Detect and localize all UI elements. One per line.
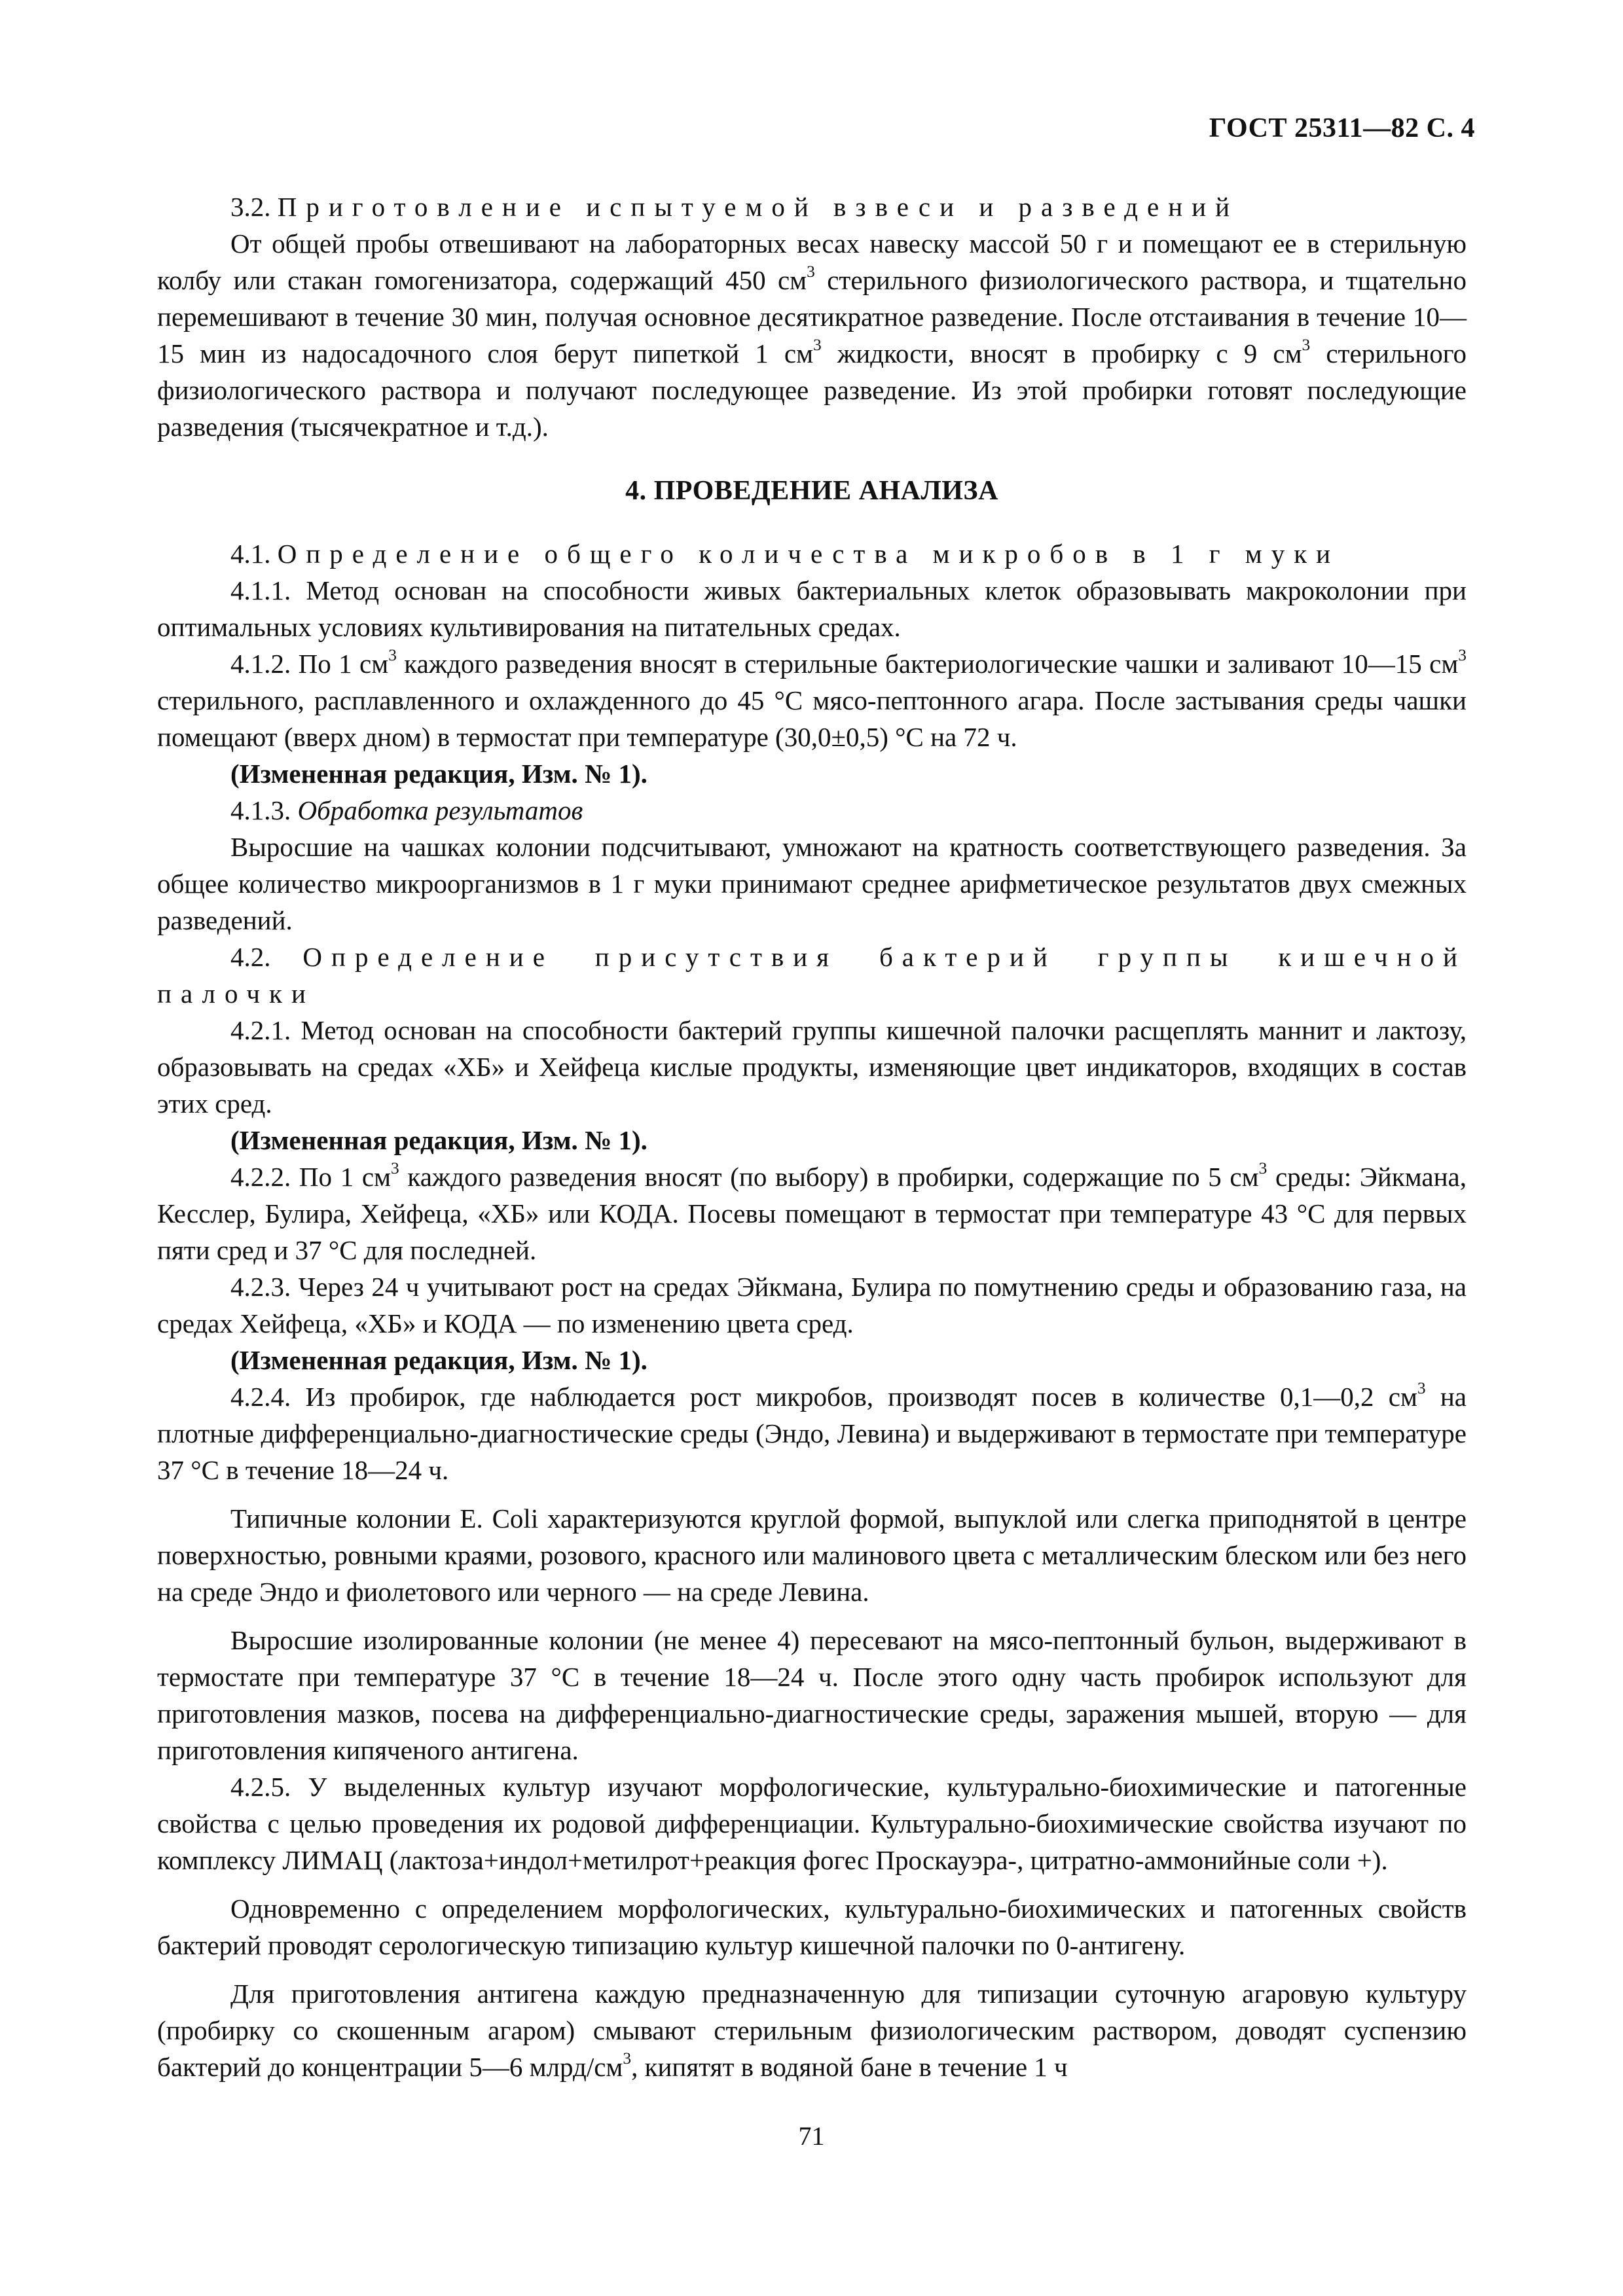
clause-4-2-4: 4.2.4. Из пробирок, где наблюдается рост микробов, производят посев в количестве 0,1—0,2 $см^3$ на плотные дифференциально-диагностические среды (Эндо, Левина) и выдерживают в термостате при температуре 37 °С в течение 18—24 ч. bbox=[157, 1378, 1467, 1485]
paragraph-grown-colonies: Выросшие изолированные колонии (не менее 4) пересевают на мясо-пептонный бульон, выдерживают в термостате при температуре 37 °С в течение 18—24 ч. После этого одну часть пробирок используют для приготовления мазков, посева на дифференциально-диагностические среды, заражения мышей, вторую — для приготовления кипяченого антигена. bbox=[157, 1625, 1467, 1765]
clause-4-1-3-heading: 4.1.3. Обработка результатов bbox=[230, 795, 583, 825]
amendment-note: (Измененная редакция, Изм. № 1). bbox=[230, 1345, 647, 1375]
clause-4-2-1: 4.2.1. Метод основан на способности бактерий группы кишечной палочки расщеплять маннит и лактозу, образовывать на средах «ХБ» и Хейфеца кислые продукты, изменяющие цвет индикаторов, входящих в состав этих сред. bbox=[157, 1015, 1467, 1119]
clause-4-2-5: 4.2.5. У выделенных культур изучают морфологические, культурально-биохимические и патогенные свойства с целью проведения их родовой дифференциации. Культурально-биохимические свойства изучают по комплексу ЛИМАЦ (лактоза+индол+метилрот+реакция фогес Проскауэра-, цитратно-аммонийные соли +). bbox=[157, 1772, 1467, 1875]
amendment-note: (Измененная редакция, Изм. № 1). bbox=[230, 1125, 647, 1155]
standard-header: ГОСТ 25311—82 С. 4 bbox=[1209, 113, 1475, 143]
clause-4-1-1: 4.1.1. Метод основан на способности живых бактериальных клеток образовывать макроколонии при оптимальных условиях культивирования на питательных средах. bbox=[157, 575, 1467, 642]
paragraph-typical-colonies: Типичные колонии E. Coli характеризуются круглой формой, выпуклой или слегка приподнятой в центре поверхностью, ровными краями, розового, красного или малинового цвета с металлическим блеском или без него на среде Эндо и фиолетового или черного — на среде Левина. bbox=[157, 1503, 1467, 1607]
clause-4-2-3: 4.2.3. Через 24 ч учитывают рост на средах Эйкмана, Булира по помутнению среды и образованию газа, на средах Хейфеца, «ХБ» и КОДА — по изменению цвета сред. bbox=[157, 1272, 1467, 1338]
clause-4-1-heading bbox=[157, 535, 1467, 572]
clause-number: 3.2. bbox=[230, 192, 278, 222]
clause-title-spaced: Приготовление испытуемой взвеси и разведений bbox=[277, 192, 1239, 222]
clause-4-1-2: 4.1.2. По 1 $см^3$ каждого разведения вносят в стерильные бактериологические чашки и заливают 10—15 $см^3$ стерильного, расплавленного и охлажденного до 45 °С мясо-пептонного агара. После застывания среды чашки помещают (вверх дном) в термостат при температуре (30,0±0,5) °С на 72 ч. bbox=[157, 645, 1467, 752]
clause-3-2-heading bbox=[157, 188, 1467, 225]
clause-number: 4.2. bbox=[230, 942, 303, 972]
clause-title-italic: Обработка результатов bbox=[297, 795, 583, 825]
document-body bbox=[157, 188, 1467, 2085]
paragraph-antigen-preparation: Для приготовления антигена каждую предназначенную для типизации суточную агаровую культуру (пробирку со скошенным агаром) смывают стерильным физиологическим раствором, доводят суспензию бактерий до концентрации 5—6 млрд/$см^3$, кипятят в водяной бане в течение 1 ч bbox=[157, 1979, 1467, 2082]
clause-title-spaced: Определение общего количества микробов в 1 г муки bbox=[277, 539, 1340, 569]
section-4-title: 4. ПРОВЕДЕНИЕ АНАЛИЗА bbox=[625, 476, 998, 506]
clause-number: 4.1. bbox=[230, 539, 278, 569]
clause-4-2-2: 4.2.2. По 1 $см^3$ каждого разведения вносят (по выбору) в пробирки, содержащие по 5 $см^3$ среды: Эйкмана, Кесслер, Булира, Хейфеца, «ХБ» или КОДА. Посевы помещают в термостат при температуре 43 °С для первых пяти сред и 37 °С для последней. bbox=[157, 1158, 1467, 1265]
paragraph-serological-typing: Одновременно с определением морфологических, культурально-биохимических и патогенных свойств бактерий проводят серологическую типизацию культур кишечной палочки по 0-антигену. bbox=[157, 1893, 1467, 1960]
clause-title-spaced: Определение присутствия бактерий группы кишечной палочки bbox=[157, 942, 1467, 1009]
amendment-note: (Измененная редакция, Изм. № 1). bbox=[230, 759, 647, 789]
clause-3-2-body: От общей пробы отвешивают на лабораторных весах навеску массой 50 г и помещают ее в стерильную колбу или стакан гомогенизатора, содержащий 450 $см^3$ стерильного физиологического раствора, и тщательно перемешивают в течение 30 мин, получая основное десятикратное разведение. После отстаивания в течение 10—15 мин из надосадочного слоя берут пипеткой 1 $см^3$ жидкости, вносят в пробирку с 9 $см^3$ стерильного физиологического раствора и получают последующее разведение. Из этой пробирки готовят последующие разведения (тысячекратное и т.д.). bbox=[157, 228, 1467, 442]
clause-4-1-3-body: Выросшие на чашках колонии подсчитывают, умножают на кратность соответствующего разведения. За общее количество микроорганизмов в 1 г муки принимают среднее арифметическое результатов двух смежных разведений. bbox=[157, 832, 1467, 935]
page-number: 71 bbox=[798, 2121, 825, 2151]
clause-4-2-heading bbox=[157, 939, 1467, 1012]
